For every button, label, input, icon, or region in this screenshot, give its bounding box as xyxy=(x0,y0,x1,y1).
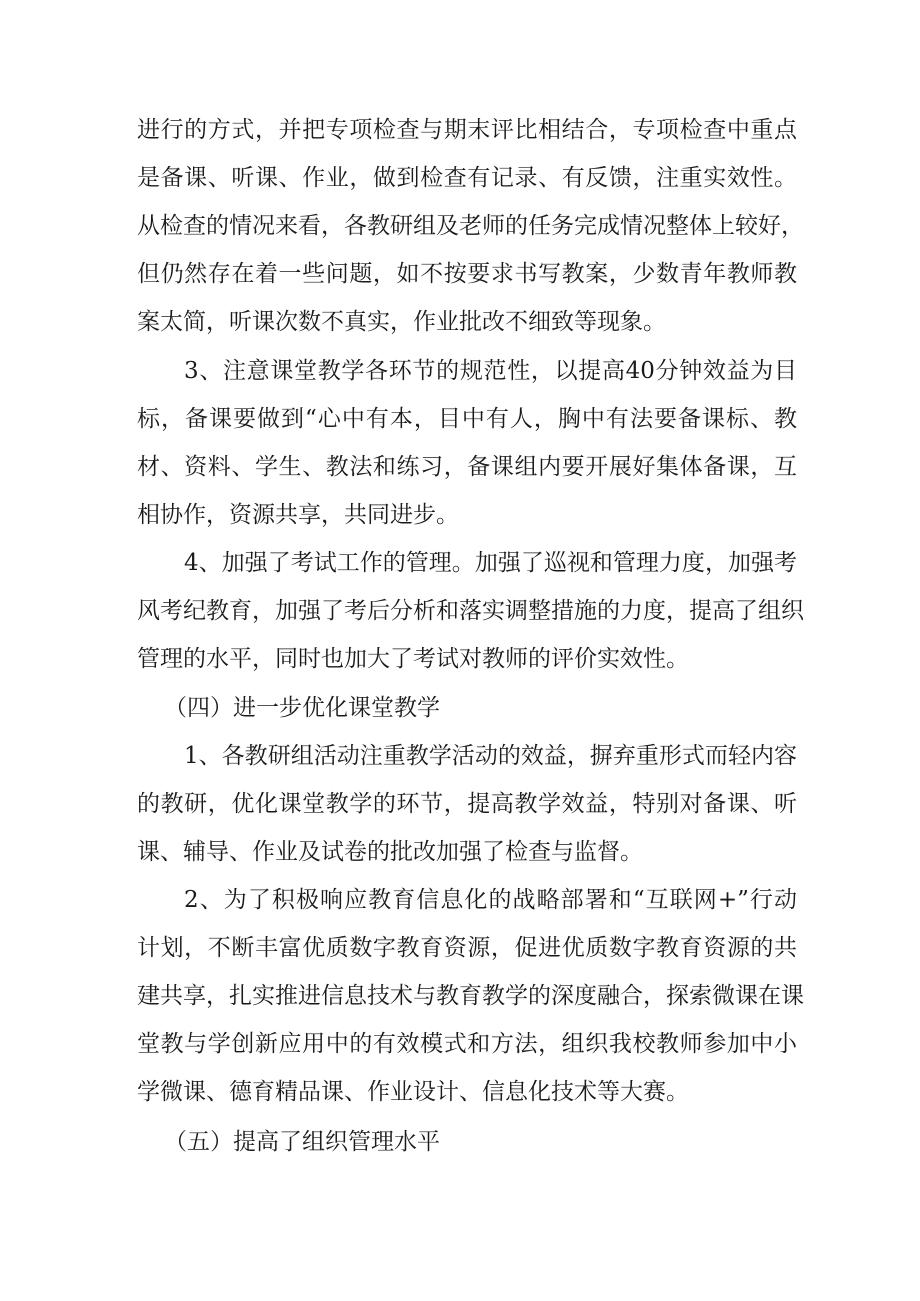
paragraph-1-line-3: 从检查的情况来看，各教研组及老师的任务完成情况整体上较好， xyxy=(137,213,804,239)
paragraph-3-line-1: 4、加强了考试工作的管理。加强了巡视和管理力度，加强考 xyxy=(184,550,797,576)
paragraph-1-line-5: 案太简，听课次数不真实，作业批改不细致等现象。 xyxy=(137,309,666,335)
paragraph-2-line-1: 3、注意课堂教学各环节的规范性，以提高40分钟效益为目 xyxy=(184,358,797,384)
paragraph-5-line-3: 建共享，扎实推进信息技术与教育教学的深度融合，探索微课在课 xyxy=(137,983,804,1009)
paragraph-1-line-1: 进行的方式，并把专项检查与期末评比相结合，专项检查中重点 xyxy=(137,117,797,143)
paragraph-2-line-3: 材、资料、学生、教法和练习，备课组内要开展好集体备课，互 xyxy=(137,454,797,480)
paragraph-2-line-4: 相协作，资源共享，共同进步。 xyxy=(137,502,459,528)
paragraph-2-line-2: 标，备课要做到“心中有本，目中有人，胸中有法要备课标、教 xyxy=(137,406,797,432)
paragraph-5-line-4: 堂教与学创新应用中的有效模式和方法，组织我校教师参加中小 xyxy=(137,1031,797,1057)
section-heading-5: （五）提高了组织管理水平 xyxy=(164,1129,440,1155)
paragraph-5-line-1: 2、为了积极响应教育信息化的战略部署和“互联网+”行动 xyxy=(184,887,797,913)
section-heading-4: （四）进一步优化课堂教学 xyxy=(164,695,440,721)
paragraph-5-line-5: 学微课、德育精品课、作业设计、信息化技术等大赛。 xyxy=(137,1079,689,1105)
paragraph-4-line-1: 1、各教研组活动注重教学活动的效益，摒弃重形式而轻内容 xyxy=(184,743,797,769)
paragraph-4-line-2: 的教研，优化课堂教学的环节，提高教学效益，特别对备课、听 xyxy=(137,791,797,817)
paragraph-1-line-4: 但仍然存在着一些问题，如不按要求书写教案，少数青年教师教 xyxy=(137,261,797,287)
paragraph-3-line-2: 风考纪教育，加强了考后分析和落实调整措施的力度，提高了组织 xyxy=(137,598,804,624)
paragraph-5-line-2: 计划，不断丰富优质数字教育资源，促进优质数字教育资源的共 xyxy=(137,935,797,961)
paragraph-4-line-3: 课、辅导、作业及试卷的批改加强了检查与监督。 xyxy=(137,839,643,865)
paragraph-3-line-3: 管理的水平，同时也加大了考试对教师的评价实效性。 xyxy=(137,646,689,672)
paragraph-1-line-2: 是备课、听课、作业，做到检查有记录、有反馈，注重实效性。 xyxy=(137,165,797,191)
